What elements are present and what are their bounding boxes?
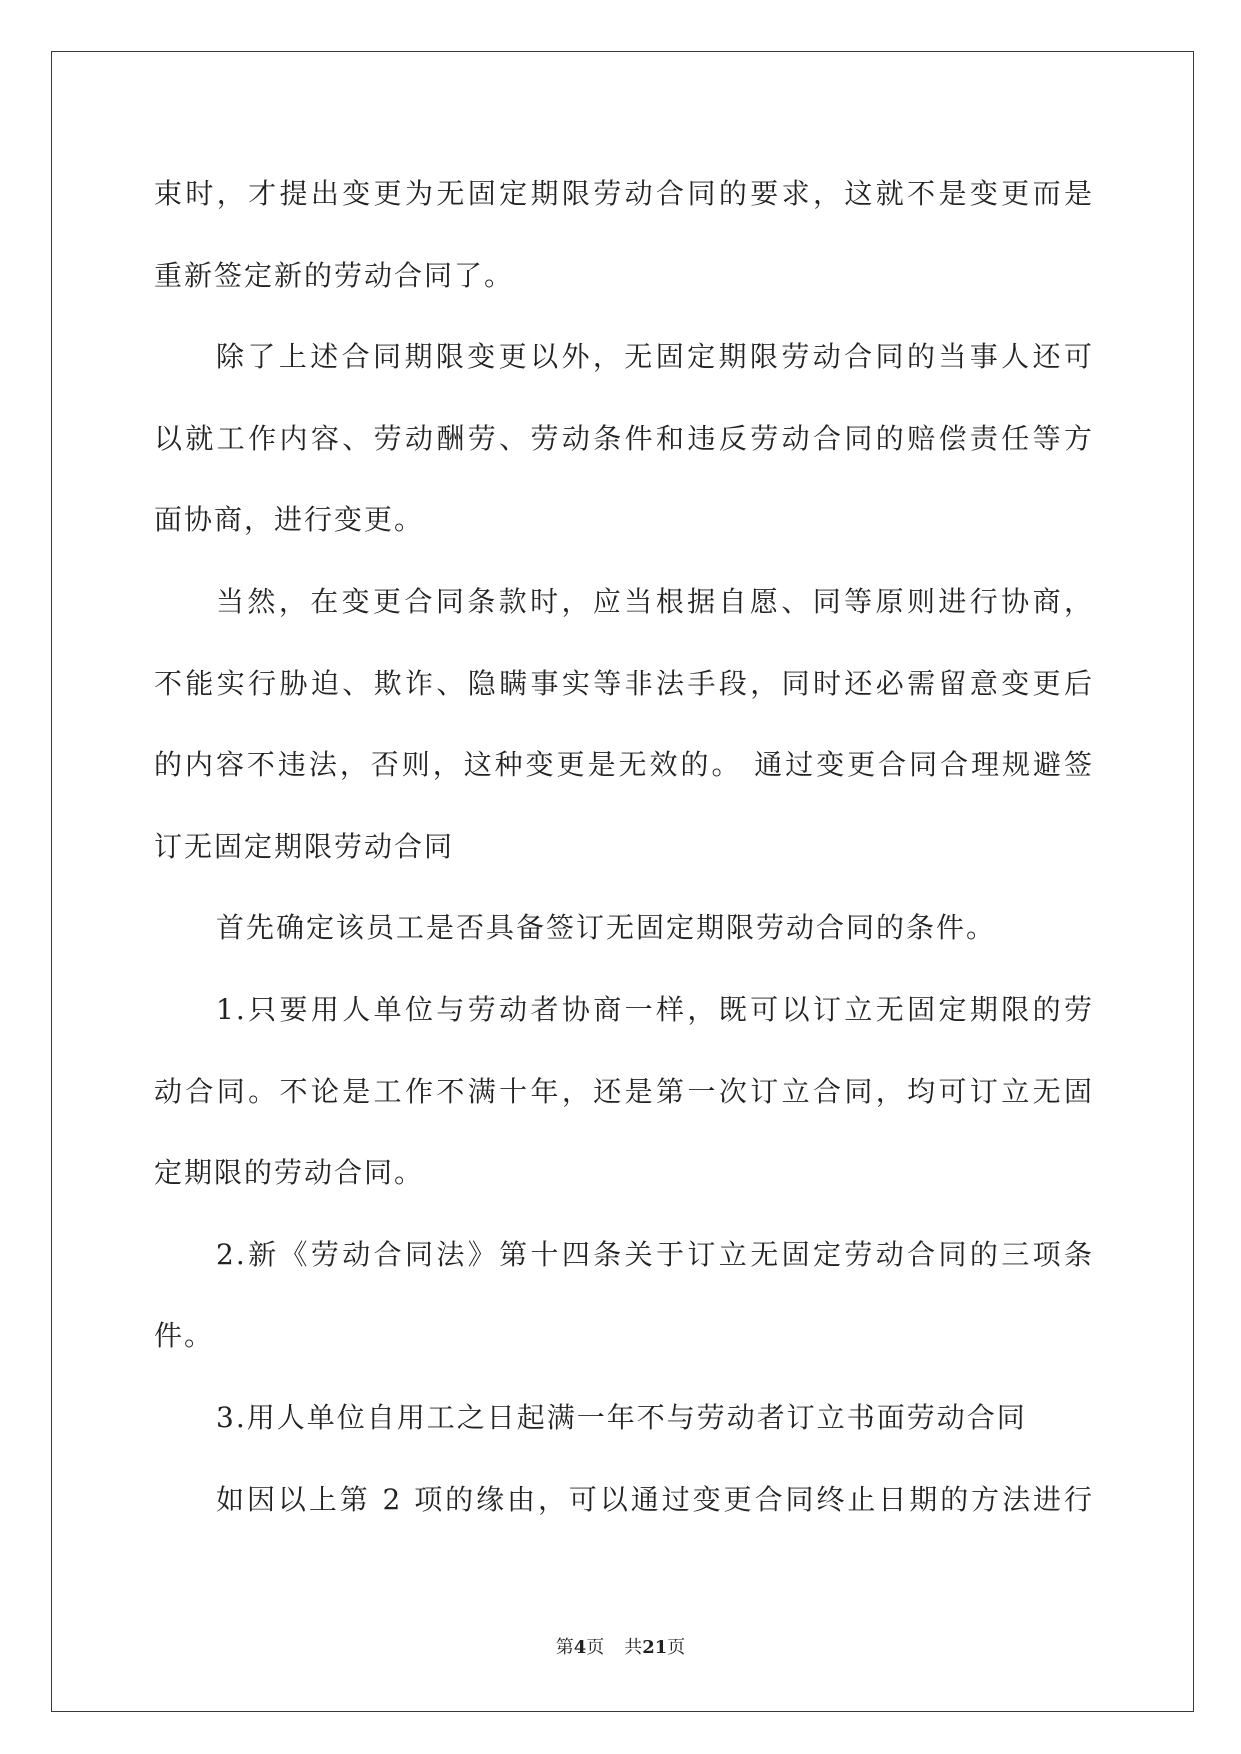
- paragraph: [154, 1214, 1094, 1377]
- text-line: 不能实行胁迫、欺诈、隐瞒事实等非法手段，同时还必需留意变更后: [154, 666, 1094, 700]
- total-label-suffix: 页: [667, 1637, 686, 1658]
- text-line: 订无固定期限劳动合同: [154, 829, 455, 863]
- page-label-prefix: 第: [555, 1637, 574, 1658]
- text-line: 束时，才提出变更为无固定期限劳动合同的要求，这就不是变更而是: [154, 177, 1094, 210]
- text-line: 重新签定新的劳动合同了。: [154, 258, 515, 292]
- paragraph: [154, 887, 1094, 969]
- text-line: 如因以上第 2 项的缘由，可以通过变更合同终止日期的方法进行: [216, 1482, 1094, 1516]
- document-body: [154, 153, 1094, 1540]
- page-label-suffix: 页: [586, 1637, 605, 1658]
- total-pages: 21: [642, 1637, 668, 1658]
- page-number: 4: [573, 1637, 587, 1658]
- total-label-prefix: 共: [624, 1637, 643, 1658]
- text-line: 以就工作内容、劳动酬劳、劳动条件和违反劳动合同的赔偿责任等方: [154, 421, 1094, 455]
- text-line: 除了上述合同期限变更以外，无固定期限劳动合同的当事人还可: [216, 340, 1094, 374]
- paragraph: [154, 969, 1094, 1214]
- text-line: 3.用人单位自用工之日起满一年不与劳动者订立书面劳动合同: [216, 1400, 1027, 1434]
- text-line: 首先确定该员工是否具备签订无固定期限劳动合同的条件。: [216, 911, 997, 945]
- text-line: 面协商，进行变更。: [154, 503, 425, 537]
- paragraph: [154, 153, 1094, 316]
- text-line: 2.新《劳动合同法》第十四条关于订立无固定劳动合同的三项条: [216, 1237, 1094, 1271]
- text-line: 动合同。不论是工作不满十年，还是第一次订立合同，均可订立无固: [154, 1074, 1094, 1108]
- paragraph: [154, 1459, 1094, 1541]
- text-line: 件。: [154, 1319, 215, 1353]
- paragraph: [154, 316, 1094, 561]
- text-line: 的内容不违法，否则，这种变更是无效的。 通过变更合同合理规避签: [154, 748, 1094, 782]
- text-line: 1.只要用人单位与劳动者协商一样，既可以订立无固定期限的劳: [216, 992, 1094, 1026]
- paragraph: [154, 561, 1094, 887]
- text-line: 当然，在变更合同条款时，应当根据自愿、同等原则进行协商，: [216, 584, 1094, 618]
- page-footer: [0, 1634, 1241, 1662]
- text-line: 定期限的劳动合同。: [154, 1156, 425, 1190]
- paragraph: [154, 1377, 1094, 1459]
